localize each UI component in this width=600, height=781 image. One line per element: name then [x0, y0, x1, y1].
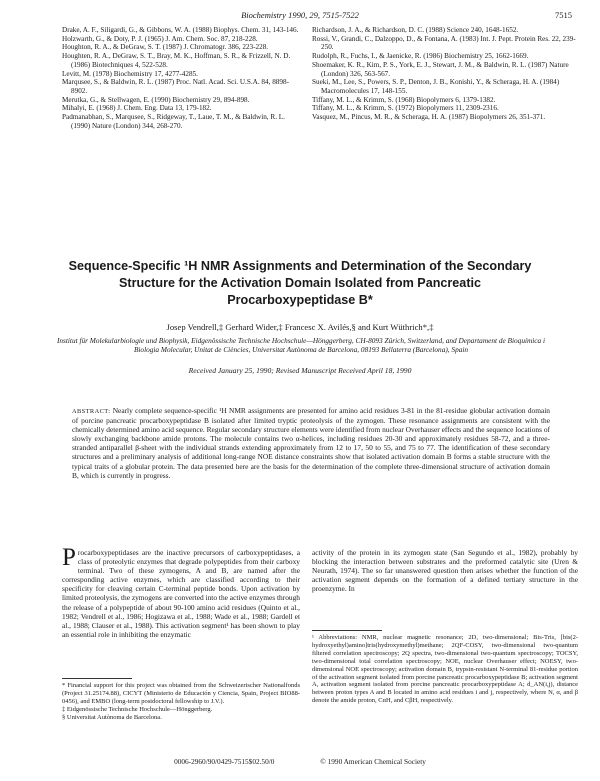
reference-item: Tiffany, M. L., & Krimm, S. (1972) Biopolymers 11, 2309-2316.: [312, 104, 499, 113]
running-header: [0, 10, 600, 24]
drop-cap: P: [62, 544, 76, 571]
footnote-abbreviations: [312, 634, 578, 705]
reference-item: Sueki, M., Lee, S., Powers, S. P., Denton, J. B., Konishi, Y., & Scheraga, H. A. (1984) Macromolecules 17, 148-155.: [312, 78, 560, 95]
copyright: © 1990 American Chemical Society: [320, 757, 426, 766]
footnote-divider: [62, 678, 132, 679]
abstract-label: ABSTRACT:: [72, 408, 111, 415]
footnote: ‡ Eidgenössische Technische Hochschule—Hönggerberg.: [62, 705, 213, 713]
title-line: Structure for the Activation Domain Isolated from Pancreatic: [118, 276, 482, 290]
abstract: [72, 406, 550, 480]
journal-citation: Biochemistry 1990, 29, 7515-7522: [241, 10, 359, 20]
footnote-divider: [312, 630, 382, 631]
footnote: * Financial support for this project was obtained from the Schweizerischer Nationalfonds (Project 31.25174.88), CICYT (Ministerio de Educación y Ciencia, Spain, Project BIO88-0456), and EMBO (long-term postdoctoral fellowship to J.V.).: [62, 682, 300, 705]
reference-item: Marqusee, S., & Baldwin, R. L. (1987) Proc. Natl. Acad. Sci. U.S.A. 84, 8898-8902.: [62, 78, 289, 95]
body-text: activity of the protein in its zymogen state (San Segundo et al., 1982), probably by blocking the interaction between substrates and the preformed catalytic site (Uren & Neurath, 1974). The so far unanswered question then arises whether the function of the activation segment depends on the formation of a defined tertiary structure in the proenzyme. In: [312, 548, 578, 594]
footnotes-left: [62, 682, 300, 722]
body-column-right: [312, 548, 578, 593]
reference-list-left: [62, 26, 300, 130]
reference-item: Richardson, J. A., & Richardson, D. C. (1988) Science 240, 1648-1652.: [312, 26, 519, 34]
title-line: Procarboxypeptidase B*: [227, 293, 373, 307]
title-line: Sequence-Specific ¹H NMR Assignments and Determination of the Secondary: [68, 259, 532, 273]
reference-item: Levitt, M. (1978) Biochemistry 17, 4277-4285.: [62, 69, 198, 78]
reference-list-right: [312, 26, 578, 122]
reference-item: Mihalyi, E. (1968) J. Chem. Eng. Data 13, 179-182.: [62, 104, 212, 113]
reference-item: Holzwarth, G., & Doty, P. J. (1965) J. Am. Chem. Soc. 87, 218-228.: [62, 34, 258, 43]
reference-item: Drake, A. F., Siligardi, G., & Gibbons, W. A. (1988) Biophys. Chem. 31, 143-146.: [62, 26, 299, 34]
page-footer: [40, 757, 560, 766]
reference-item: Rossi, V., Grandi, C., Dalzoppo, D., & Fontana, A. (1983) Int. J. Pept. Protein Res. 22, 239-250.: [312, 34, 576, 52]
reference-item: Shoemaker, K. R., Kim, P. S., York, E. J., Stewart, J. M., & Baldwin, R. L. (1987) Nature (London) 326, 563-567.: [312, 60, 569, 78]
author-list: Josep Vendrell,‡ Gerhard Wider,‡ Francesc X. Avilés,§ and Kurt Wüthrich*,‡: [166, 322, 434, 332]
body-text: rocarboxypeptidases are the inactive precursors of carboxypeptidases, a class of proteolytic enzymes that degrade polypeptides from their carboxy terminal. Two of these zymogens, A and B, are named after the corresponding active enzymes, which are classified according to their specificity for cleaving certain C-terminal peptide bonds. Upon activation by limited proteolysis, the zymogens are converted into the active enzymes through the release of a polypeptide of about 90-100 amino acid residues (Quinto et al., 1982; Vendrell et al., 1986; Hogizawa et al., 1988; Wade et al., 1988; Gardell et al., 1988; Clauser et al., 1988). This activation segment¹ has been shown to play an essential role in inhibiting the enzymatic: [62, 548, 300, 639]
reference-item: Houghton, R. A., & DeGraw, S. T. (1987) J. Chromatogr. 386, 223-228.: [62, 43, 269, 52]
reference-item: Vasquez, M., Pincus, M. R., & Scheraga, H. A. (1987) Biopolymers 26, 351-371.: [312, 113, 546, 122]
reference-item: Rudolph, R., Fuchs, I., & Jaenicke, R. (1986) Biochemistry 25, 1662-1669.: [312, 52, 529, 61]
page-number: 7515: [555, 10, 572, 20]
reference-item: Merutka, G., & Stellwagen, E. (1990) Biochemistry 29, 894-898.: [62, 95, 250, 104]
footnote: § Universitat Autònoma de Barcelona.: [62, 713, 162, 721]
reference-item: Houghten, R. A., DeGraw, S. T., Bray, M. K., Hoffman, S. R., & Frizzell, N. D. (1986) Biotechniques 4, 522-528.: [62, 52, 291, 69]
abstract-text: Nearly complete sequence-specific ¹H NMR assignments are presented for amino acid residues 3-81 in the 81-residue globular activation domain of porcine pancreatic procarboxypeptidase B isolated after limited tryptic proteolysis of the zymogen. These resonance assignments are consistent with the chemically determined amino acid sequence. Regular secondary structure elements were identified from nuclear Overhauser effects and the sequence locations of slowly exchanging backbone amide protons. The molecule contains two α-helices, including residues 20-30 and approximately residues 58-72, and a three-stranded antiparallel β-sheet with the individual strands extending approximately from 12 to 17, 50 to 55, and 75 to 77. The identification of these secondary structures and a preliminary analysis of additional long-range NOE distance constraints show that isolated activation domain B forms a stable structure with the typical traits of a globular protein. The data presented here are the basis for the determination of the complete three-dimensional structure of activation domain B, which is currently in progress.: [72, 406, 550, 480]
body-column-left: [62, 544, 300, 639]
affiliation: Institut für Molekularbiologie und Biophysik, Eidgenössische Technische Hochschule—Hönggerberg, CH-8093 Zürich, Switzerland, and Departament de Bioquímica i Biologia Molecular, Unitat de Ciències, Universitat Autònoma de Barcelona, 08193 Bellaterra (Barcelona), Spain: [56, 336, 546, 354]
article-code: 0006-2960/90/0429-7515$02.50/0: [174, 757, 275, 766]
footnote: ¹ Abbreviations: NMR, nuclear magnetic resonance; 2D, two-dimensional; Bis-Tris, [bis(2-hydroxyethyl)amino]tris(hydroxymethyl)methane; 2QF-COSY, two-dimensional two-quantum filtered correlation spectroscopy; 2Q spectra, two-dimensional two-quantum spectroscopy; TOCSY, two-dimensional total correlation spectroscopy; NOE, nuclear Overhauser effect; NOESY, two-dimensional NOE spectroscopy; activation domain B, trypsin-resistant N-terminal 81-residue portion of the activation segment isolated from porcine pancreatic procarboxypeptidase B; activation segment A, activation segment isolated from porcine pancreatic procarboxypeptidase A; d_AN(i,j), distance between proton types A and B located in amino acid residues i and j, respectively, where N, α, and β denote the amide proton, CαH, and CβH, respectively.: [312, 634, 578, 705]
reference-item: Padmanabhan, S., Marqusee, S., Ridgeway, T., Laue, T. M., & Baldwin, R. L. (1990) Nature (London) 344, 268-270.: [62, 113, 285, 130]
received-date: Received January 25, 1990; Revised Manuscript Received April 18, 1990: [188, 366, 412, 375]
reference-item: Tiffany, M. L., & Krimm, S. (1968) Biopolymers 6, 1379-1382.: [312, 95, 496, 104]
article-title: [40, 258, 560, 309]
